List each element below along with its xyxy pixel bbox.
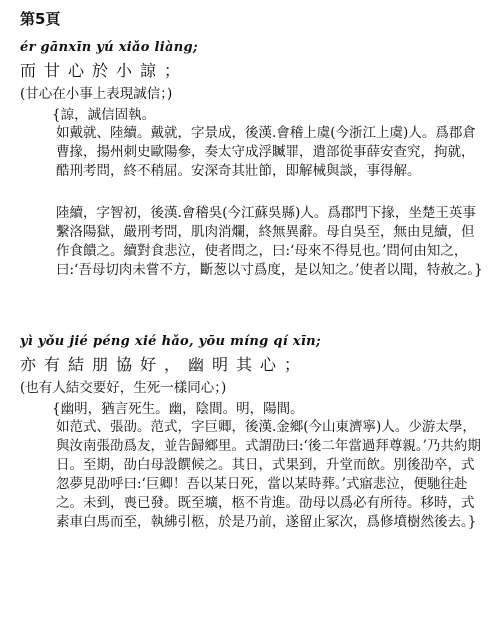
verse-line: 而甘心於小諒；: [20, 61, 189, 80]
note-paragraph: 如戴就、陸續。戴就，字景成，後漢.會稽上虞(今浙江上虞)人。爲郡倉曹掾，揚州刺史歐陽參，奏太守成浮贓罪，遣部從事薛安查究，拘就，酷刑考問，終不稍屈。安深奇其壯節，即解械與談，事得解。: [56, 125, 476, 179]
page-number: 第5頁: [20, 10, 61, 28]
verse-line: 亦有結朋協好，幽明其心；: [20, 355, 309, 374]
note-paragraph: 陸續，字智初，後漢.會稽吳(今江蘇吳縣)人。爲郡門下掾，坐楚王英事繫洛陽獄，嚴刑考問，肌肉消爛，終無異辭。母自吳至，無由見續，但作食饋之。續對食悲泣，使者問之，曰:‘母來不得見也。’問何由知之，曰:‘吾母切肉未嘗不方，斷葱以寸爲度，是以知之。’使者以聞，特赦之。}: [56, 205, 483, 278]
note-heading: {幽明，猶言死生。幽，陰間。明，陽間。: [52, 401, 304, 417]
pinyin-line: ér gānxīn yú xiǎo liàng;: [20, 40, 198, 55]
gloss-line: (也有人結交要好，生死一樣同心；): [20, 380, 227, 396]
note-paragraph: 如范式、張劭。范式，字巨卿，後漢.金鄉(今山東濟寧)人。少游太學，與汝南張劭爲友，並告歸鄉里。式謂劭曰:‘後二年當過拜尊親。’乃共約期日。至期，劭白母設饌候之。其日，式果到，升堂而飲。別後劭卒，式忽夢見劭呼曰:‘巨卿！吾以某日死，當以某時葬。’式寤悲泣，便馳往赴之。未到，喪已發。既至壙，柩不肯進。劭母以爲必有所待。移時，式素車白馬而至，執紼引柩，於是乃前，遂留止冢次，爲修墳樹然後去。}: [56, 419, 481, 530]
note-heading: {諒，誠信固執。: [52, 107, 156, 123]
pinyin-line: yì yǒu jié péng xié hǎo, yōu míng qí xīn;: [20, 334, 321, 349]
gloss-line: (甘心在小事上表現誠信；): [20, 86, 173, 102]
